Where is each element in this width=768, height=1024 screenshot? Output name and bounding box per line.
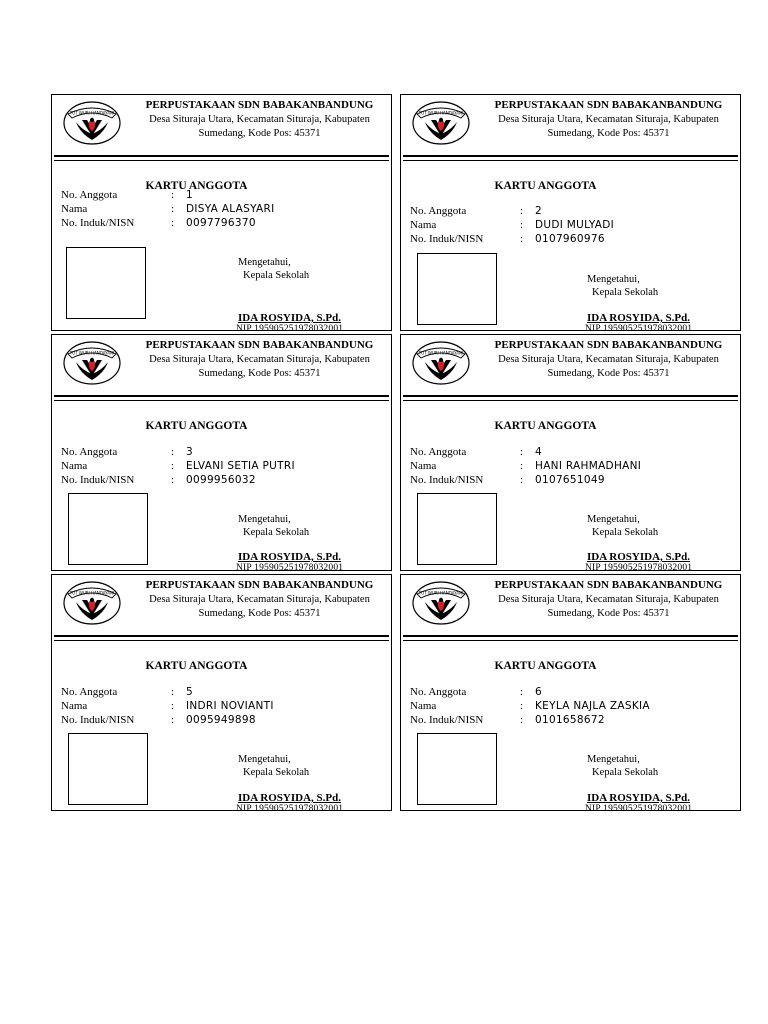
logo-banner-text: TUT WURI HANDAYANI bbox=[418, 110, 464, 116]
signature-block bbox=[587, 273, 697, 299]
principal-nip: NIP 195905251978032001 bbox=[585, 324, 693, 331]
school-logo-icon bbox=[62, 580, 122, 626]
separator: : bbox=[171, 700, 175, 712]
nisn-value: 0095949898 bbox=[186, 714, 256, 726]
signature-block bbox=[238, 753, 348, 779]
member-info bbox=[410, 204, 614, 246]
member-no-label: No. Anggota bbox=[61, 686, 118, 698]
header-divider-thin bbox=[403, 640, 738, 641]
address-line-1: Desa Situraja Utara, Kecamatan Situraja, Kabupaten bbox=[149, 353, 370, 365]
header-divider-thick bbox=[54, 635, 389, 637]
separator: : bbox=[171, 203, 175, 215]
photo-box bbox=[417, 253, 497, 325]
principal-nip: NIP 195905251978032001 bbox=[236, 324, 344, 331]
nisn-value: 0101658672 bbox=[535, 714, 605, 726]
separator: : bbox=[171, 446, 175, 458]
nisn-value: 0099956032 bbox=[186, 474, 256, 486]
member-no-value: 3 bbox=[186, 446, 193, 458]
principal-title: Kepala Sekolah bbox=[243, 767, 310, 778]
principal-title: Kepala Sekolah bbox=[243, 527, 310, 538]
principal-title: Kepala Sekolah bbox=[592, 287, 659, 298]
member-card bbox=[51, 574, 392, 811]
address-line-2: Sumedang, Kode Pos: 45371 bbox=[198, 368, 321, 379]
member-no-value: 4 bbox=[535, 446, 542, 458]
principal-nip: NIP 195905251978032001 bbox=[236, 804, 344, 811]
principal-name: IDA ROSYIDA, S.Pd. bbox=[587, 551, 690, 563]
name-value: KEYLA NAJLA ZASKIA bbox=[535, 700, 650, 712]
member-no-label: No. Anggota bbox=[410, 205, 467, 217]
name-label: Nama bbox=[61, 700, 88, 712]
logo-banner-text: TUT WURI HANDAYANI bbox=[69, 590, 115, 596]
member-card bbox=[400, 574, 741, 811]
separator: : bbox=[171, 460, 175, 472]
member-no-value: 5 bbox=[186, 686, 193, 698]
separator: : bbox=[520, 460, 524, 472]
nisn-row bbox=[410, 473, 641, 487]
nisn-label: No. Induk/NISN bbox=[61, 474, 135, 486]
separator: : bbox=[171, 686, 175, 698]
address-line-1: Desa Situraja Utara, Kecamatan Situraja, Kabupaten bbox=[498, 353, 719, 365]
card-header bbox=[481, 98, 736, 142]
member-no-row bbox=[61, 445, 295, 459]
member-info bbox=[61, 685, 274, 727]
school-name: PERPUSTAKAAN SDN BABAKANBANDUNG bbox=[145, 579, 374, 591]
principal-nip: NIP 195905251978032001 bbox=[585, 563, 693, 571]
member-no-value: 6 bbox=[535, 686, 542, 698]
school-logo-icon bbox=[411, 100, 471, 146]
card-header bbox=[132, 338, 387, 382]
principal-name: IDA ROSYIDA, S.Pd. bbox=[587, 792, 690, 804]
header-divider-thick bbox=[54, 155, 389, 157]
acknowledged-label: Mengetahui, bbox=[587, 274, 640, 285]
member-info bbox=[410, 445, 641, 487]
member-no-value: 2 bbox=[535, 205, 542, 217]
separator: : bbox=[171, 189, 175, 201]
header-divider-thin bbox=[54, 400, 389, 401]
photo-box bbox=[68, 733, 148, 805]
header-divider-thick bbox=[54, 395, 389, 397]
principal-nip: NIP 195905251978032001 bbox=[236, 563, 344, 571]
header-divider-thin bbox=[54, 640, 389, 641]
name-label: Nama bbox=[410, 219, 437, 231]
card-title: KARTU ANGGOTA bbox=[494, 420, 597, 432]
school-logo-icon bbox=[411, 580, 471, 626]
school-name: PERPUSTAKAAN SDN BABAKANBANDUNG bbox=[494, 579, 723, 591]
school-name: PERPUSTAKAAN SDN BABAKANBANDUNG bbox=[145, 99, 374, 111]
card-title: KARTU ANGGOTA bbox=[145, 660, 248, 672]
signature-block bbox=[238, 513, 348, 539]
nisn-label: No. Induk/NISN bbox=[410, 714, 484, 726]
principal-name: IDA ROSYIDA, S.Pd. bbox=[238, 792, 341, 804]
logo-banner-text: TUT WURI HANDAYANI bbox=[69, 350, 115, 356]
address-line-2: Sumedang, Kode Pos: 45371 bbox=[547, 608, 670, 619]
address-line-2: Sumedang, Kode Pos: 45371 bbox=[547, 368, 670, 379]
separator: : bbox=[520, 446, 524, 458]
logo-banner-text: TUT WURI HANDAYANI bbox=[69, 110, 115, 116]
nisn-value: 0097796370 bbox=[186, 217, 256, 229]
address-line-2: Sumedang, Kode Pos: 45371 bbox=[198, 128, 321, 139]
separator: : bbox=[520, 474, 524, 486]
school-logo-icon bbox=[411, 340, 471, 386]
nisn-label: No. Induk/NISN bbox=[61, 217, 135, 229]
name-row bbox=[61, 202, 274, 216]
name-row bbox=[410, 459, 641, 473]
address-line-1: Desa Situraja Utara, Kecamatan Situraja, Kabupaten bbox=[498, 593, 719, 605]
signature-block bbox=[238, 256, 348, 282]
nisn-row bbox=[410, 232, 614, 246]
name-value: HANI RAHMADHANI bbox=[535, 460, 642, 472]
address-line-2: Sumedang, Kode Pos: 45371 bbox=[198, 608, 321, 619]
school-logo-icon bbox=[62, 340, 122, 386]
member-no-row bbox=[410, 685, 650, 699]
card-title: KARTU ANGGOTA bbox=[494, 660, 597, 672]
address-line-1: Desa Situraja Utara, Kecamatan Situraja, Kabupaten bbox=[498, 113, 719, 125]
name-label: Nama bbox=[410, 700, 437, 712]
card-header bbox=[132, 98, 387, 142]
name-value: DUDI MULYADI bbox=[535, 219, 615, 231]
member-card bbox=[400, 334, 741, 571]
principal-name: IDA ROSYIDA, S.Pd. bbox=[587, 312, 690, 324]
acknowledged-label: Mengetahui, bbox=[238, 754, 291, 765]
header-divider-thin bbox=[54, 160, 389, 161]
name-value: DISYA ALASYARI bbox=[186, 203, 275, 215]
separator: : bbox=[171, 714, 175, 726]
member-info bbox=[61, 188, 274, 230]
member-no-row bbox=[410, 445, 641, 459]
member-card bbox=[51, 334, 392, 571]
name-label: Nama bbox=[61, 460, 88, 472]
school-name: PERPUSTAKAAN SDN BABAKANBANDUNG bbox=[494, 99, 723, 111]
separator: : bbox=[171, 217, 175, 229]
separator: : bbox=[520, 219, 524, 231]
name-label: Nama bbox=[410, 460, 437, 472]
nisn-row bbox=[410, 713, 650, 727]
member-no-row bbox=[410, 204, 614, 218]
member-no-row bbox=[61, 188, 274, 202]
nisn-label: No. Induk/NISN bbox=[61, 714, 135, 726]
address-line-1: Desa Situraja Utara, Kecamatan Situraja, Kabupaten bbox=[149, 113, 370, 125]
signature-block bbox=[587, 513, 697, 539]
card-header bbox=[481, 578, 736, 622]
member-card bbox=[400, 94, 741, 331]
acknowledged-label: Mengetahui, bbox=[238, 257, 291, 268]
member-no-label: No. Anggota bbox=[410, 446, 467, 458]
photo-box bbox=[66, 247, 146, 319]
separator: : bbox=[520, 233, 524, 245]
header-divider-thick bbox=[403, 155, 738, 157]
name-value: INDRI NOVIANTI bbox=[186, 700, 274, 712]
member-no-label: No. Anggota bbox=[61, 189, 118, 201]
principal-title: Kepala Sekolah bbox=[243, 270, 310, 281]
header-divider-thin bbox=[403, 400, 738, 401]
member-info bbox=[61, 445, 295, 487]
acknowledged-label: Mengetahui, bbox=[587, 754, 640, 765]
logo-banner-text: TUT WURI HANDAYANI bbox=[418, 590, 464, 596]
header-divider-thick bbox=[403, 635, 738, 637]
acknowledged-label: Mengetahui, bbox=[238, 514, 291, 525]
signature-block bbox=[587, 753, 697, 779]
nisn-label: No. Induk/NISN bbox=[410, 474, 484, 486]
card-title: KARTU ANGGOTA bbox=[145, 180, 248, 192]
separator: : bbox=[520, 686, 524, 698]
address-line-2: Sumedang, Kode Pos: 45371 bbox=[547, 128, 670, 139]
photo-box bbox=[417, 493, 497, 565]
nisn-value: 0107960976 bbox=[535, 233, 605, 245]
acknowledged-label: Mengetahui, bbox=[587, 514, 640, 525]
principal-name: IDA ROSYIDA, S.Pd. bbox=[238, 312, 341, 324]
school-logo-icon bbox=[62, 100, 122, 146]
principal-title: Kepala Sekolah bbox=[592, 527, 659, 538]
member-no-row bbox=[61, 685, 274, 699]
header-divider-thick bbox=[403, 395, 738, 397]
card-title: KARTU ANGGOTA bbox=[494, 180, 597, 192]
card-header bbox=[132, 578, 387, 622]
member-no-label: No. Anggota bbox=[61, 446, 118, 458]
separator: : bbox=[520, 205, 524, 217]
member-info bbox=[410, 685, 650, 727]
header-divider-thin bbox=[403, 160, 738, 161]
photo-box bbox=[68, 493, 148, 565]
name-label: Nama bbox=[61, 203, 88, 215]
separator: : bbox=[520, 700, 524, 712]
card-header bbox=[481, 338, 736, 382]
nisn-row bbox=[61, 713, 274, 727]
nisn-row bbox=[61, 473, 295, 487]
principal-nip: NIP 195905251978032001 bbox=[585, 804, 693, 811]
nisn-row bbox=[61, 216, 274, 230]
separator: : bbox=[520, 714, 524, 726]
member-card bbox=[51, 94, 392, 331]
name-value: ELVANI SETIA PUTRI bbox=[186, 460, 295, 472]
school-name: PERPUSTAKAAN SDN BABAKANBANDUNG bbox=[494, 339, 723, 351]
nisn-value: 0107651049 bbox=[535, 474, 605, 486]
name-row bbox=[410, 699, 650, 713]
photo-box bbox=[417, 733, 497, 805]
member-no-label: No. Anggota bbox=[410, 686, 467, 698]
logo-banner-text: TUT WURI HANDAYANI bbox=[418, 350, 464, 356]
name-row bbox=[61, 459, 295, 473]
principal-title: Kepala Sekolah bbox=[592, 767, 659, 778]
card-title: KARTU ANGGOTA bbox=[145, 420, 248, 432]
principal-name: IDA ROSYIDA, S.Pd. bbox=[238, 551, 341, 563]
separator: : bbox=[171, 474, 175, 486]
school-name: PERPUSTAKAAN SDN BABAKANBANDUNG bbox=[145, 339, 374, 351]
member-no-value: 1 bbox=[186, 189, 193, 201]
nisn-label: No. Induk/NISN bbox=[410, 233, 484, 245]
name-row bbox=[410, 218, 614, 232]
name-row bbox=[61, 699, 274, 713]
address-line-1: Desa Situraja Utara, Kecamatan Situraja, Kabupaten bbox=[149, 593, 370, 605]
